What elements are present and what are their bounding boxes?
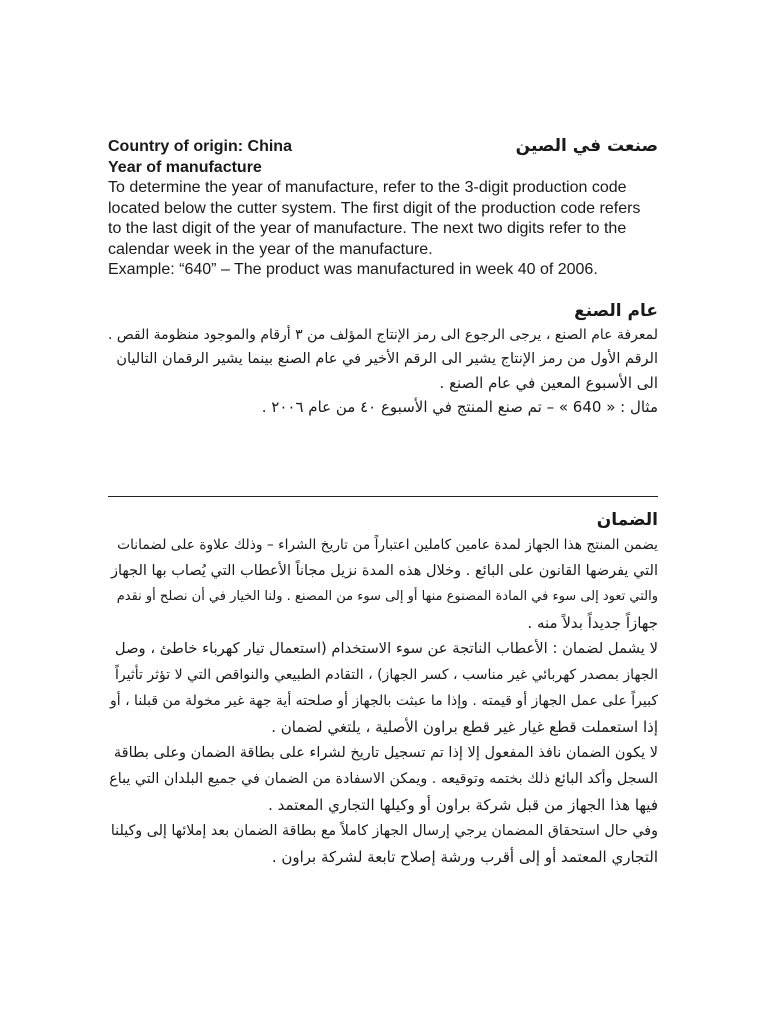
origin-row <box>108 136 658 158</box>
warranty-ar-line: والتي تعود إلى سوء في المادة المصنوع منها أو إلى سوء من المصنع . ولنا الخيار في أن نصلح أو نقدم <box>116 589 658 604</box>
warranty-ar-line: التجاري المعتمد أو إلى أقرب ورشة إصلاح تابعة لشركة براون . <box>271 848 658 866</box>
warranty-ar-line: فيها هذا الجهاز من قبل شركة براون أو وكيلها التجاري المعتمد . <box>268 796 658 814</box>
year-ar-line: الى الأسبوع المعين في عام الصنع . <box>439 373 658 392</box>
year-en-block <box>108 158 658 281</box>
warranty-ar-line: جهازاً جديداً بدلاً منه . <box>527 614 658 632</box>
year-ar-heading: عام الصنع <box>574 300 658 321</box>
warranty-ar-line: يضمن المنتج هذا الجهاز لمدة عامين كاملين اعتباراً من تاريخ الشراء – وذلك علاوة على لضمانات <box>117 537 658 553</box>
warranty-ar-line: كبيراً على عمل الجهاز أو قيمته . وإذا ما عبثت بالجهاز أو صلحته أية جهة غير مخولة من قبلنا ، أو <box>109 693 658 709</box>
warranty-ar-line: لا يكون الضمان نافذ المفعول إلا إذا تم تسجيل تاريخ لشراء على بطاقة الضمان وعلى بطاقة <box>113 745 658 761</box>
year-ar-block <box>108 299 658 419</box>
warranty-ar-line: السجل وأكد البائع ذلك بختمه وتوقيعه . ويمكن الاسفادة من الضمان في جميع البلدان التي يباع <box>109 771 658 787</box>
year-of-manufacture-section <box>108 130 658 419</box>
warranty-ar-line: وفي حال استحقاق المضمان يرجي إرسال الجهاز كاملاً مع بطاقة الضمان بعد إملائها إلى وكيلنا <box>110 823 658 839</box>
warranty-ar-line: التي يفرضها القانون على البائع . وخلال هذه المدة نزيل مجاناً الأعطاب التي يُصاب بها الجهاز <box>111 563 658 579</box>
warranty-ar-section <box>108 508 658 870</box>
year-ar-line: الرقم الأول من رمز الإنتاج يشير الى الرقم الأخير في عام الصنع بينما يشير الرقمان التاليان <box>116 350 658 367</box>
country-of-origin-ar: صنعت في الصين <box>515 136 658 156</box>
section-divider <box>108 496 658 497</box>
year-en-heading: Year of manufacture <box>108 158 262 176</box>
warranty-ar-line: إذا استعملت قطع غيار غير قطع براون الأصلية ، يلتغي لضمان . <box>271 718 658 736</box>
year-en-line: Example: “640” – The product was manufactured in week 40 of 2006. <box>108 261 598 278</box>
year-en-line: To determine the year of manufacture, refer to the 3-digit production code <box>108 179 627 196</box>
year-en-line: calendar week in the year of the manufacture. <box>108 240 433 258</box>
country-of-origin-en: Country of origin: China <box>108 138 292 155</box>
warranty-ar-heading: الضمان <box>596 510 658 530</box>
warranty-ar-line: الجهاز بمصدر كهربائي غير مناسب ، كسر الجهاز) ، التقادم الطبيعي والنواقص التي لا تؤثر تأثيراً <box>115 667 658 683</box>
year-ar-line: مثال : « 640 » – تم صنع المنتج في الأسبوع ٤٠ من عام ٢٠٠٦ . <box>261 397 658 416</box>
warranty-ar-line: لا يشمل لضمان : الأعطاب الناتجة عن سوء الاستخدام (استعمال تيار كهرباء خاطئ ، وصل <box>114 640 658 657</box>
year-en-line: to the last digit of the year of manufacture. The next two digits refer to the <box>108 220 627 237</box>
year-ar-line: لمعرفة عام الصنع ، يرجى الرجوع الى رمز الإنتاج المؤلف من ٣ أرقام والموجود منظومة القص . <box>107 326 658 343</box>
year-en-line: located below the cutter system. The first digit of the production code refers <box>108 199 641 217</box>
